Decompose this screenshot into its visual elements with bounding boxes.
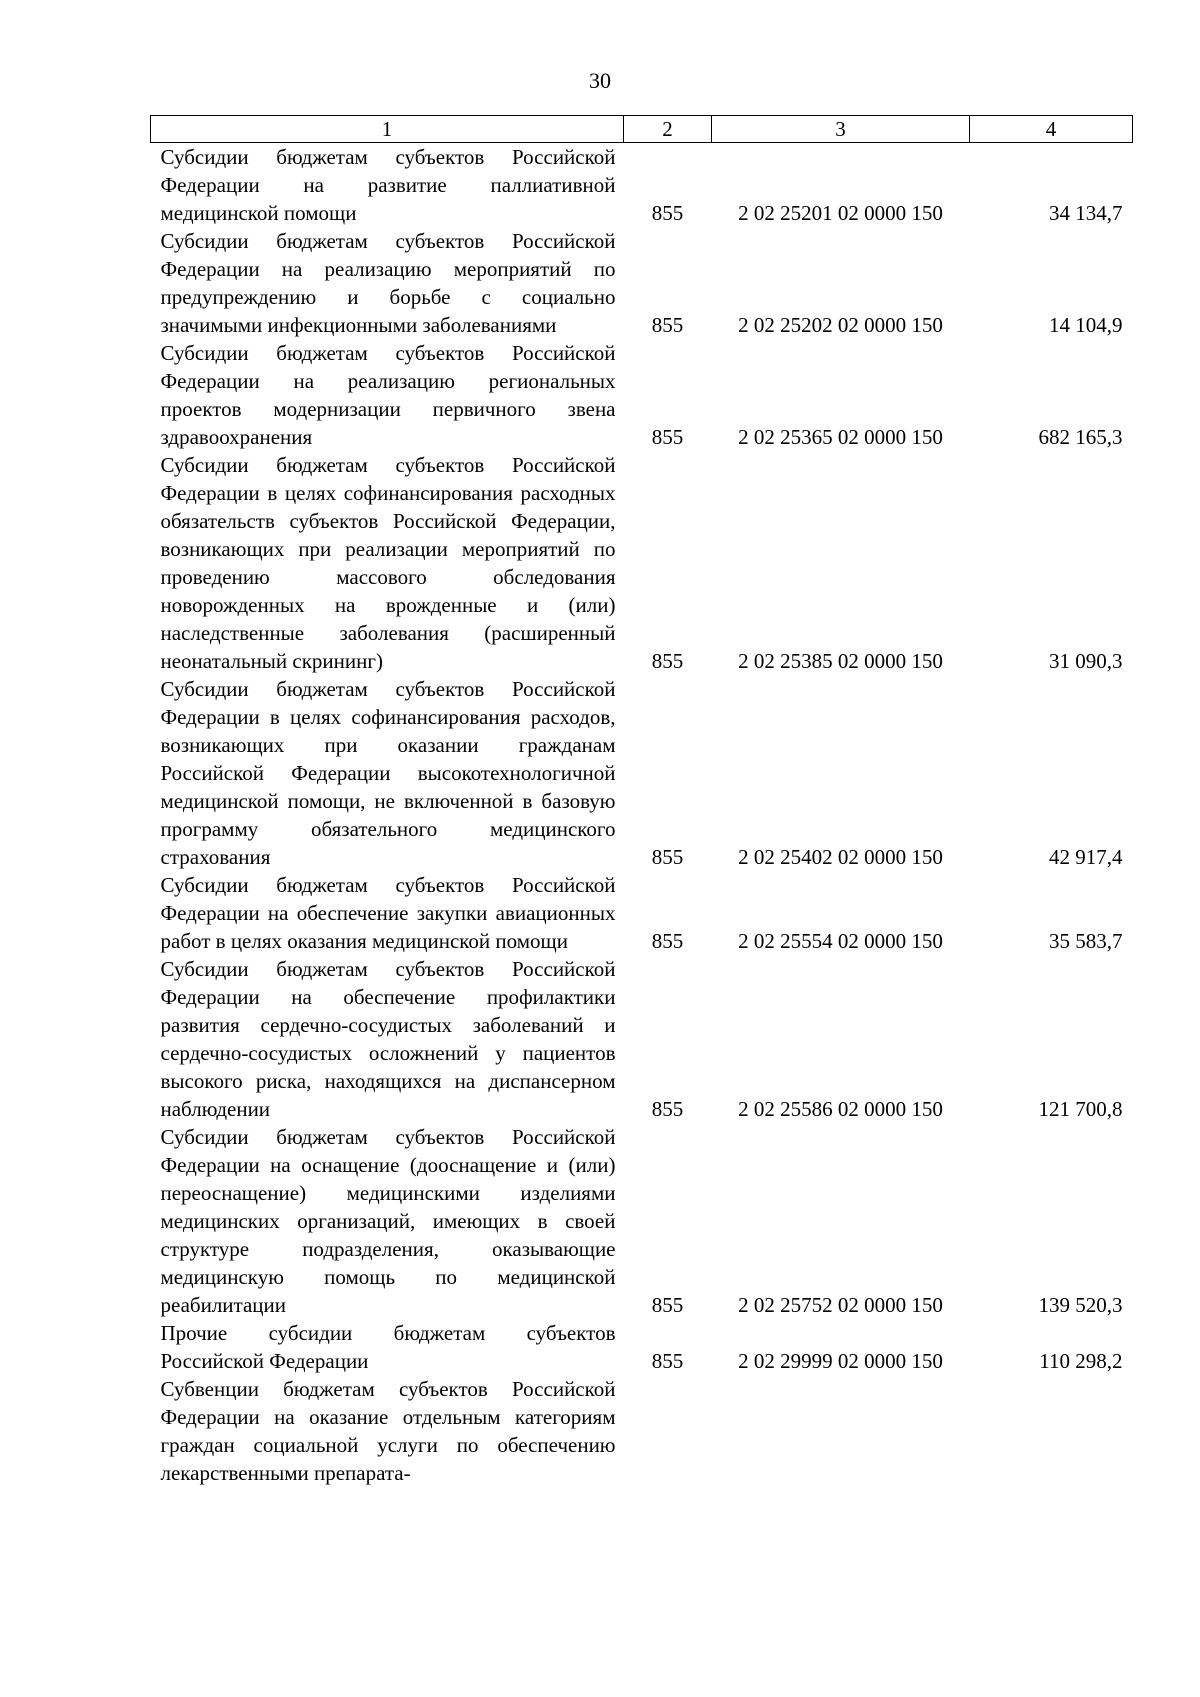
row-description: Субсидии бюджетам субъектов Российской Федерации на обеспечение профилактики развития сердечно-сосудистых заболеваний и сердечно-сосудистых осложнений у пациентов высокого риска, находящихся на диспансерном наблюдении: [160, 957, 616, 1121]
budget-table: [150, 115, 1133, 1487]
row-description: Субсидии бюджетам субъектов Российской Федерации в целях софинансирования расходов, возникающих при оказании гражданам Российской Федерации высокотехнологичной медицинской помощи, не включенной в базовую программу обязательного медицинского страхования: [160, 677, 616, 869]
row-admin-code: 855: [651, 201, 684, 225]
row-description: Субсидии бюджетам субъектов Российской Федерации на оснащение (дооснащение и (или) переоснащение) медицинскими изделиями медицинских организаций, имеющих в своей структуре подразделения, оказывающие медицинскую помощь по медицинской реабилитации: [160, 1125, 616, 1317]
row-admin-code: 855: [651, 313, 684, 337]
table-row: [151, 1319, 1133, 1375]
table-row: [151, 871, 1133, 955]
header-col-3: 3: [712, 116, 970, 143]
row-description: Субсидии бюджетам субъектов Российской Федерации на реализацию мероприятий по предупреждению и борьбе с социально значимыми инфекционными заболеваниями: [160, 229, 616, 337]
row-description: Субсидии бюджетам субъектов Российской Федерации на развитие паллиативной медицинской помощи: [160, 145, 616, 225]
row-admin-code: [624, 1375, 712, 1487]
table-header: [151, 116, 1133, 143]
row-amount: 31 090,3: [1049, 649, 1123, 673]
table-row: [151, 143, 1133, 228]
page-number: 30: [589, 68, 611, 93]
row-admin-code: 855: [651, 845, 684, 869]
row-income-code: 2 02 25402 02 0000 150: [738, 845, 943, 869]
header-col-1: 1: [151, 116, 624, 143]
row-amount: 110 298,2: [1039, 1349, 1123, 1373]
table-row: [151, 675, 1133, 871]
table-row: [151, 1375, 1133, 1487]
table-row: [151, 451, 1133, 675]
row-description: Субсидии бюджетам субъектов Российской Федерации на обеспечение закупки авиационных работ в целях оказания медицинской помощи: [160, 873, 616, 953]
table-body: [151, 143, 1133, 1488]
row-income-code: 2 02 25586 02 0000 150: [738, 1097, 943, 1121]
row-income-code: 2 02 25752 02 0000 150: [738, 1293, 943, 1317]
row-admin-code: 855: [651, 649, 684, 673]
row-description: Субсидии бюджетам субъектов Российской Федерации на реализацию региональных проектов модернизации первичного звена здравоохранения: [160, 341, 616, 449]
row-amount: 682 165,3: [1038, 425, 1123, 449]
row-income-code: 2 02 25554 02 0000 150: [738, 929, 943, 953]
row-income-code: 2 02 25202 02 0000 150: [738, 313, 943, 337]
row-income-code: 2 02 25385 02 0000 150: [738, 649, 943, 673]
row-admin-code: 855: [651, 1293, 684, 1317]
row-admin-code: 855: [651, 1097, 684, 1121]
table-row: [151, 227, 1133, 339]
row-amount: 139 520,3: [1038, 1293, 1123, 1317]
row-description: Прочие субсидии бюджетам субъектов Российской Федерации: [160, 1321, 616, 1373]
header-row: [151, 116, 1133, 143]
header-col-4: 4: [970, 116, 1133, 143]
row-admin-code: 855: [651, 929, 684, 953]
row-amount: 121 700,8: [1038, 1097, 1123, 1121]
row-income-code: 2 02 25201 02 0000 150: [738, 201, 943, 225]
row-amount: 34 134,7: [1049, 201, 1123, 225]
header-col-2: 2: [624, 116, 712, 143]
row-income-code: [712, 1375, 970, 1487]
row-income-code: 2 02 29999 02 0000 150: [738, 1349, 943, 1373]
row-amount: 14 104,9: [1049, 313, 1123, 337]
row-admin-code: 855: [651, 1349, 684, 1373]
table-row: [151, 339, 1133, 451]
row-amount: 35 583,7: [1049, 929, 1123, 953]
row-income-code: 2 02 25365 02 0000 150: [738, 425, 943, 449]
row-description: Субвенции бюджетам субъектов Российской Федерации на оказание отдельным категориям граждан социальной услуги по обеспечению лекарственными препарата-: [160, 1377, 616, 1485]
row-amount: [970, 1375, 1133, 1487]
table-row: [151, 1123, 1133, 1319]
table-row: [151, 955, 1133, 1123]
row-admin-code: 855: [651, 425, 684, 449]
row-amount: 42 917,4: [1049, 845, 1123, 869]
row-description: Субсидии бюджетам субъектов Российской Федерации в целях софинансирования расходных обязательств субъектов Российской Федерации, возникающих при реализации мероприятий по проведению массового обследования новорожденных на врожденные и (или) наследственные заболевания (расширенный неонатальный скрининг): [160, 453, 616, 673]
